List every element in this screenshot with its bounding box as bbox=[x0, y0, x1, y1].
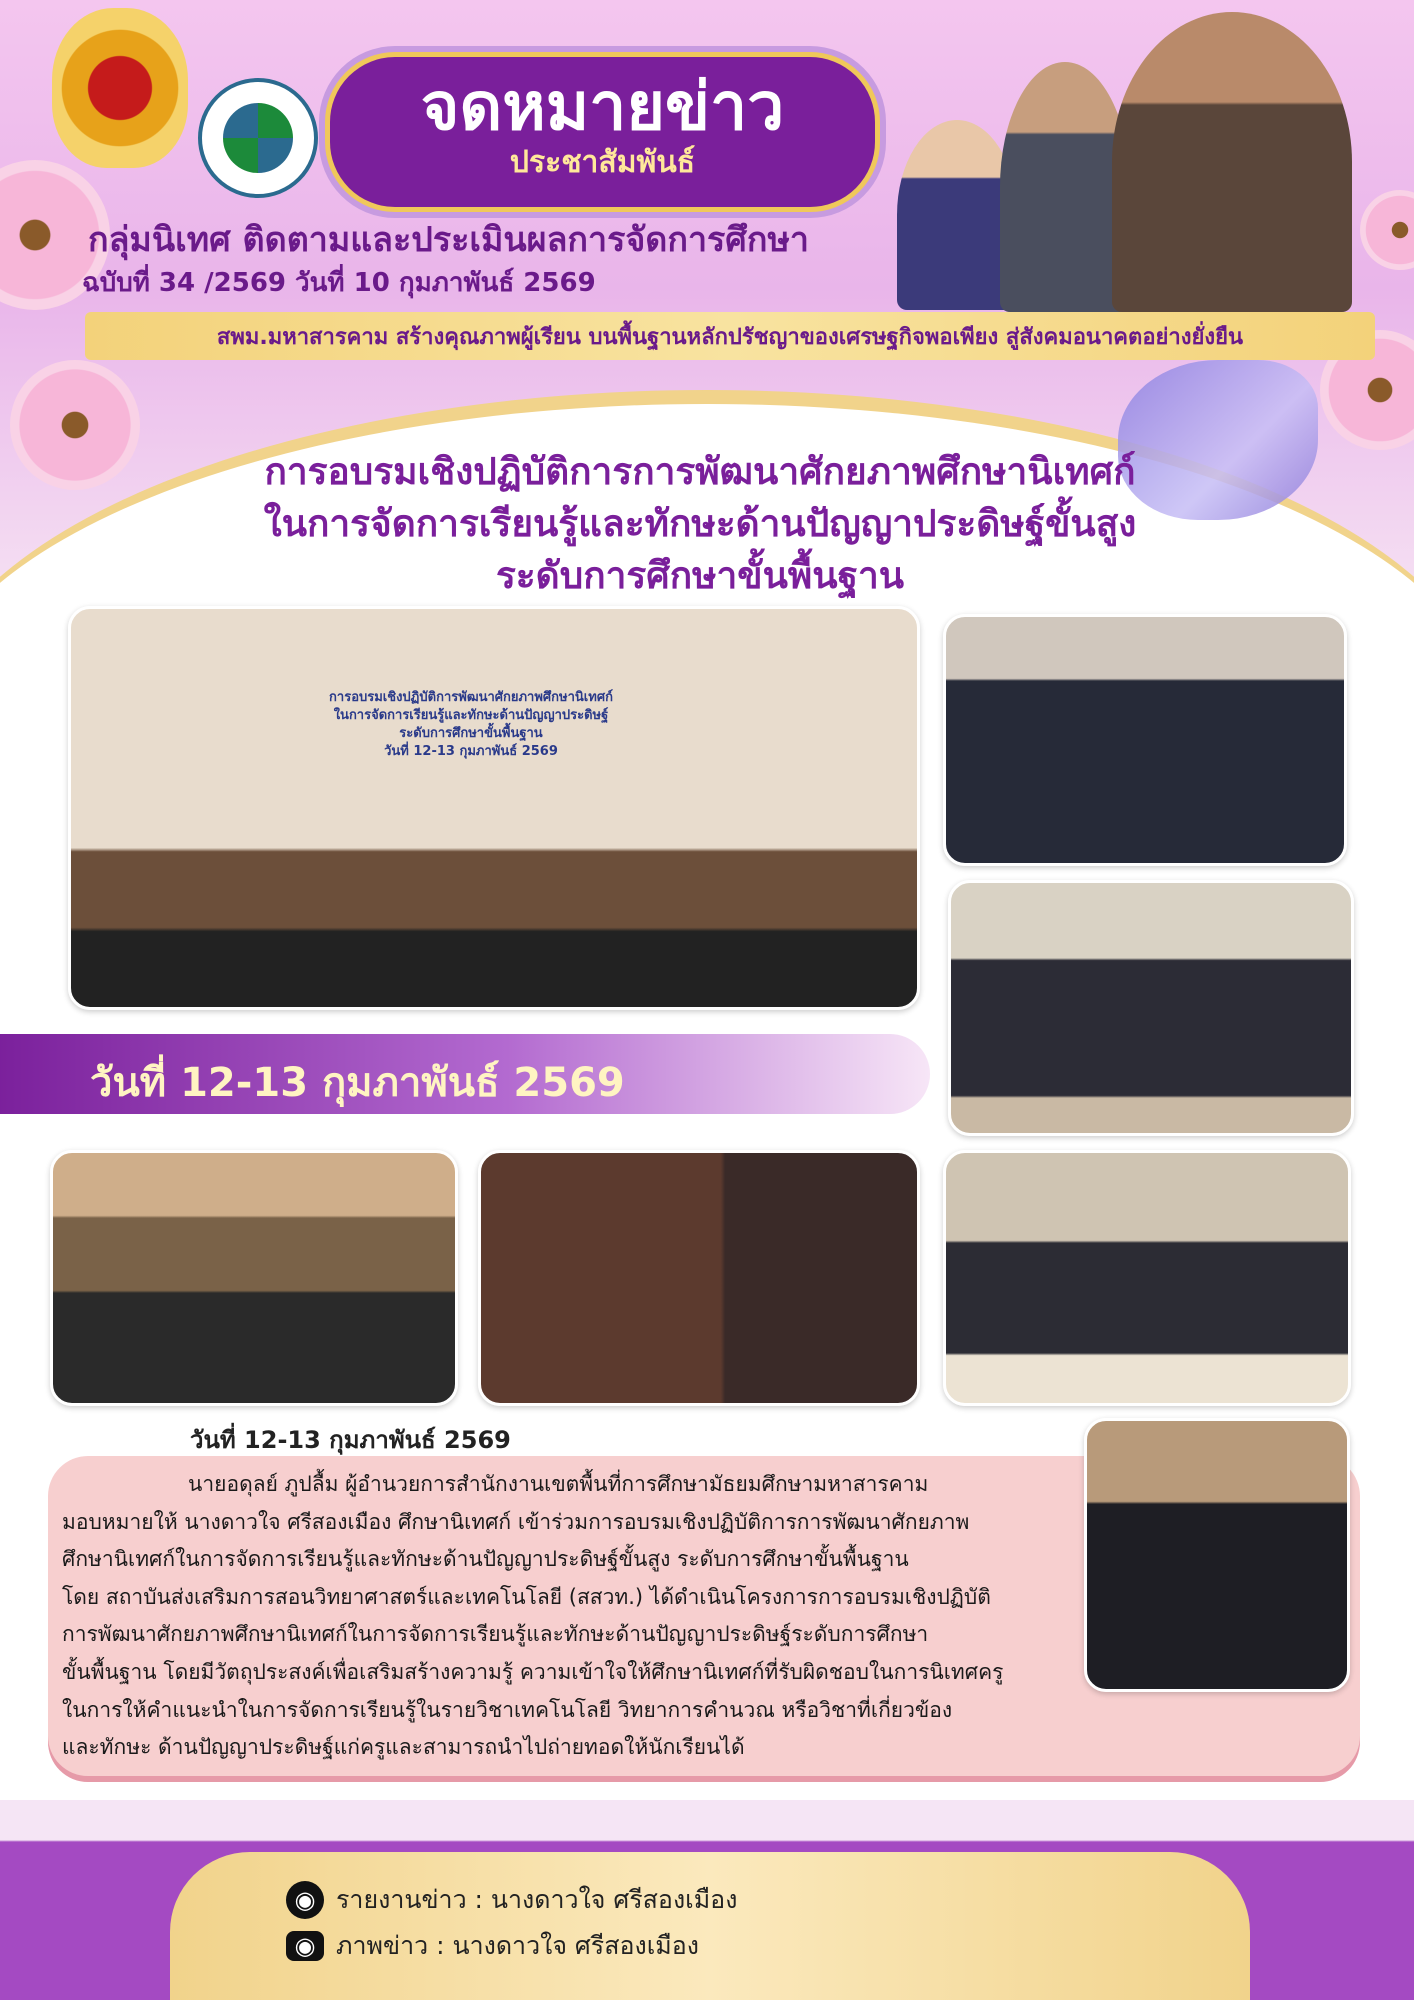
article-line: ในการให้คำแนะนำในการจัดการเรียนรู้ในรายวิชาเทคโนโลยี วิทยาการคำนวณ หรือวิชาที่เกี่ยวข้อง bbox=[62, 1697, 953, 1722]
headline-line-1: การอบรมเชิงปฏิบัติการการพัฒนาศักยภาพศึกษานิเทศก์ bbox=[264, 450, 1136, 493]
article-line: และทักษะ ด้านปัญญาประดิษฐ์แก่ครูและสามารถนำไปถ่ายทอดให้นักเรียนได้ bbox=[62, 1735, 745, 1760]
newsletter-banner bbox=[325, 52, 880, 212]
article-line: ศึกษานิเทศก์ในการจัดการเรียนรู้และทักษะด้านปัญญาประดิษฐ์ขั้นสูง ระดับการศึกษาขั้นพื้นฐาน bbox=[62, 1547, 909, 1572]
slogan-strip: สพม.มหาสารคาม สร้างคุณภาพผู้เรียน บนพื้นฐานหลักปรัชญาของเศรษฐกิจพอเพียง สู่สังคมอนาคตอย่างยั่งยืน bbox=[85, 312, 1375, 360]
photographer-credit bbox=[286, 1926, 699, 1966]
article-line: ขั้นพื้นฐาน โดยมีวัตถุประสงค์เพื่อเสริมสร้างความรู้ ความเข้าใจให้ศึกษานิเทศก์ที่รับผิดชอบในการนิเทศครู bbox=[62, 1659, 1004, 1684]
headline bbox=[100, 446, 1300, 602]
supervisory-unit-logo bbox=[198, 78, 318, 198]
headline-line-3: ระดับการศึกษาขั้นพื้นฐาน bbox=[495, 554, 905, 597]
stage-backdrop-text: การอบรมเชิงปฏิบัติการพัฒนาศักยภาพศึกษานิเทศก์ ในการจัดการเรียนรู้และทักษะด้านปัญญาประดิษฐ์ ระดับการศึกษาขั้นพื้นฐาน วันที่ 12-13 กุมภาพันธ์ 2569 bbox=[329, 690, 613, 759]
headline-line-2: ในการจัดการเรียนรู้และทักษะด้านปัญญาประดิษฐ์ขั้นสูง bbox=[263, 502, 1137, 545]
group-name: กลุ่มนิเทศ ติดตามและประเมินผลการจัดการศึกษา bbox=[88, 220, 809, 260]
date-banner-text: วันที่ 12-13 กุมภาพันธ์ 2569 bbox=[90, 1060, 625, 1106]
banner-subtitle: ประชาสัมพันธ์ bbox=[509, 145, 696, 180]
participant-photo bbox=[1084, 1418, 1350, 1692]
reporter-credit bbox=[286, 1880, 737, 1920]
official-portrait-photo bbox=[1000, 62, 1130, 312]
workshop-photo bbox=[50, 1150, 458, 1406]
globe-icon: ◉ bbox=[286, 1881, 324, 1919]
group-photo bbox=[943, 614, 1347, 866]
certificate-photo bbox=[948, 880, 1354, 1136]
obec-emblem-logo bbox=[52, 8, 188, 168]
main-event-photo bbox=[68, 606, 920, 1010]
workshop-photo bbox=[478, 1150, 920, 1406]
reporter-text: รายงานข่าว : นางดาวใจ ศรีสองเมือง bbox=[336, 1885, 738, 1914]
article-line: นายอดุลย์ ภูปลื้ม ผู้อำนวยการสำนักงานเขตพื้นที่การศึกษามัธยมศึกษามหาสารคาม bbox=[188, 1472, 929, 1496]
article-line: การพัฒนาศักยภาพศึกษานิเทศก์ในการจัดการเรียนรู้และทักษะด้านปัญญาประดิษฐ์ระดับการศึกษา bbox=[62, 1622, 929, 1647]
article-line: มอบหมายให้ นางดาวใจ ศรีสองเมือง ศึกษานิเทศก์ เข้าร่วมการอบรมเชิงปฏิบัติการการพัฒนาศักยภาพ bbox=[62, 1509, 970, 1534]
director-portrait-photo bbox=[1112, 12, 1352, 312]
camera-icon: ◉ bbox=[286, 1931, 324, 1961]
banner-title: จดหมายข่าว bbox=[420, 68, 785, 145]
issue-number: ฉบับที่ 34 /2569 วันที่ 10 กุมภาพันธ์ 2569 bbox=[82, 268, 596, 298]
article-body bbox=[62, 1466, 1082, 1767]
photographer-text: ภาพข่าว : นางดาวใจ ศรีสองเมือง bbox=[336, 1931, 699, 1960]
workshop-photo bbox=[943, 1150, 1351, 1406]
date-caption: วันที่ 12-13 กุมภาพันธ์ 2569 bbox=[190, 1426, 511, 1454]
official-portrait-photo bbox=[897, 120, 1017, 310]
article-line: โดย สถาบันส่งเสริมการสอนวิทยาศาสตร์และเทคโนโลยี (สสวท.) ได้ดำเนินโครงการการอบรมเชิงปฏิบัติ bbox=[62, 1584, 991, 1609]
